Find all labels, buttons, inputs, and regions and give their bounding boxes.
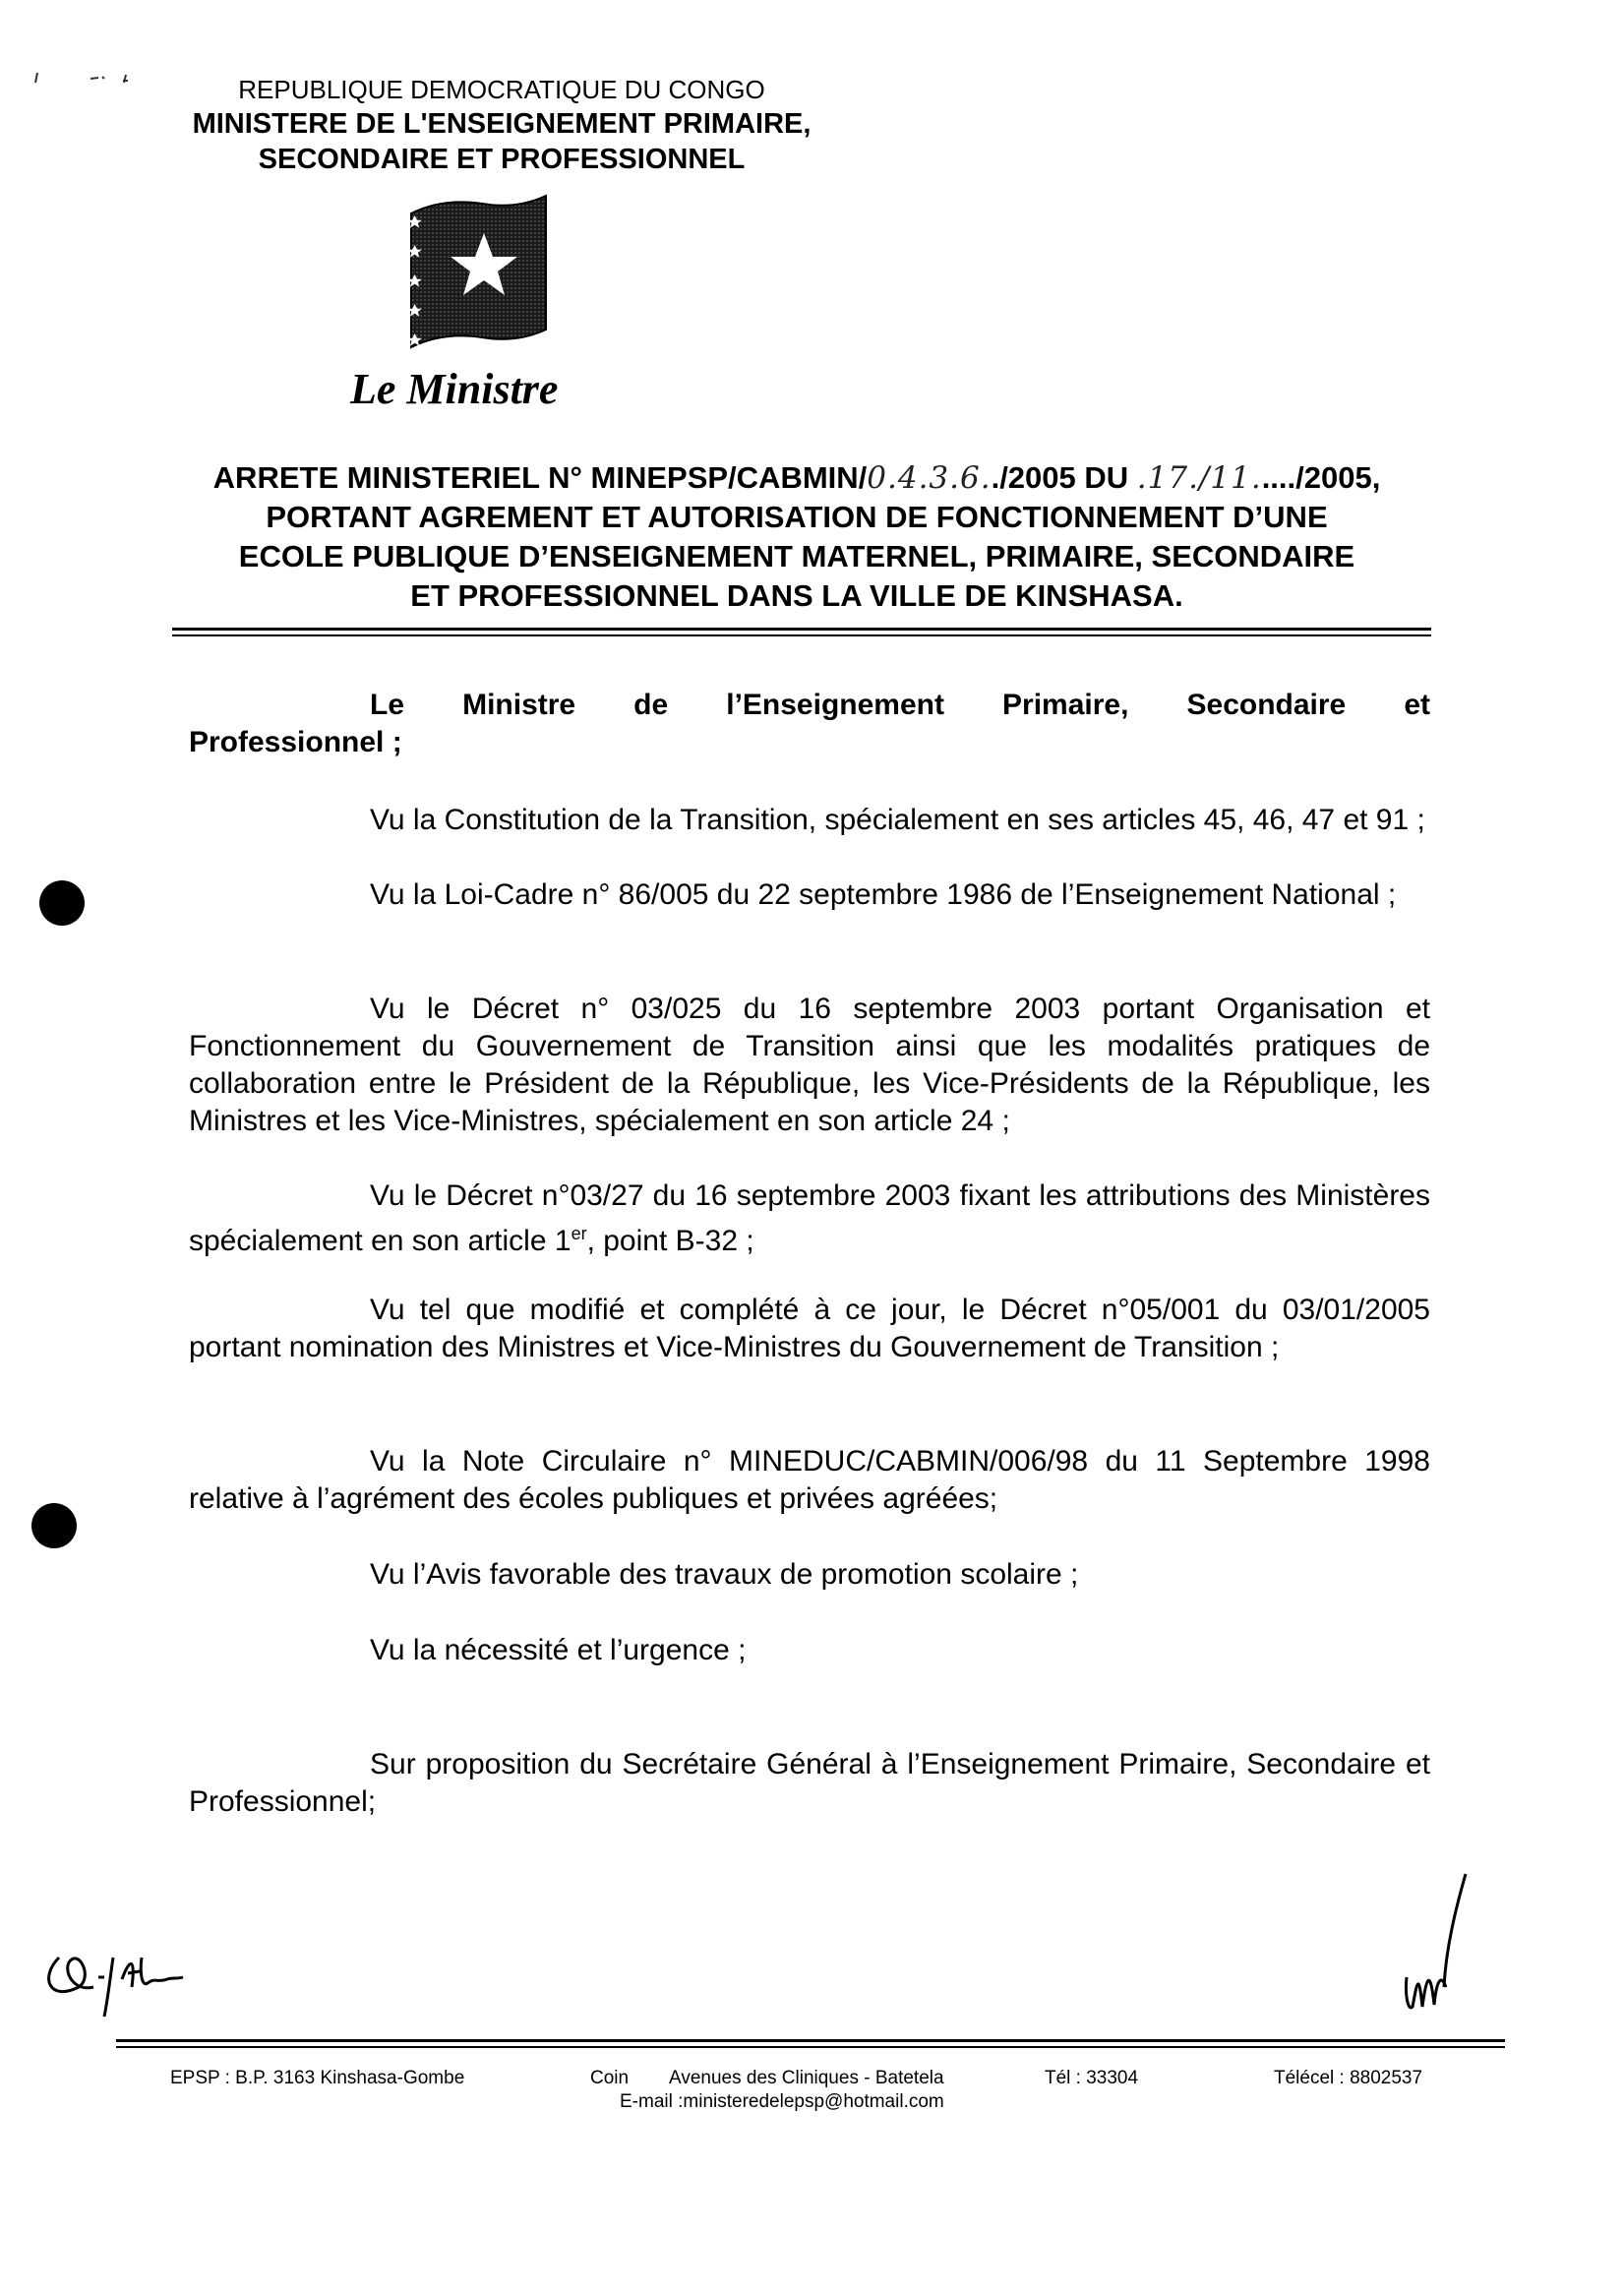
footer-telephone: Tél : 33304 xyxy=(1045,2068,1139,2088)
vu-necessite: Vu la nécessité et l’urgence ; xyxy=(370,1634,747,1666)
vu-decret-attributions-point: , point B-32 ; xyxy=(586,1225,754,1257)
decree-number-mid: ./2005 DU xyxy=(991,460,1137,495)
ministry-heading-line1: MINISTERE DE L'ENSEIGNEMENT PRIMAIRE, xyxy=(192,108,812,140)
footer-email: E-mail :ministeredelepsp@hotmail.com xyxy=(620,2091,944,2112)
decree-title-line2: PORTANT AGREMENT ET AUTORISATION DE FONCTIONNEMENT D’UNE xyxy=(266,500,1328,534)
vu-loi-cadre: Vu la Loi-Cadre n° 86/005 du 22 septembre 1986 de l’Enseignement National ; xyxy=(370,878,1397,911)
vu-decret-attributions xyxy=(189,1177,1430,1260)
preamble-intro-line2: Professionnel ; xyxy=(189,726,402,758)
signatory-title: Le Ministre xyxy=(350,365,559,413)
initials-signature-left xyxy=(20,1918,197,2026)
preamble-intro xyxy=(189,687,1430,761)
decree-date-suffix: ..../2005, xyxy=(1261,460,1381,495)
decree-number-handwritten: 0.4.3.6. xyxy=(867,460,992,496)
punch-hole-mark xyxy=(39,880,85,926)
footer-divider-thin xyxy=(116,2046,1505,2048)
decree-title-line1 xyxy=(157,458,1436,498)
footer-divider-thick xyxy=(116,2039,1505,2042)
punch-hole-mark xyxy=(31,1503,77,1548)
republic-heading: REPUBLIQUE DEMOCRATIQUE DU CONGO xyxy=(238,75,765,104)
preamble-intro-line1: Le Ministre de l’Enseignement Primaire, Secondaire et xyxy=(370,689,1430,721)
vu-decret-nomination: Vu tel que modifié et complété à ce jour, le Décret n°05/001 du 03/01/2005 portant nomination des Ministres et Vice-Ministres du Gouvernement de Transition ; xyxy=(189,1294,1430,1363)
sur-proposition: Sur proposition du Secrétaire Général à l’Enseignement Primaire, Secondaire et Professionnel; xyxy=(189,1748,1430,1818)
decree-number-prefix: ARRETE MINISTERIEL N° MINEPSP/CABMIN/ xyxy=(212,460,868,495)
superscript-er: er xyxy=(571,1224,587,1243)
vu-constitution: Vu la Constitution de la Transition, spécialement en ses articles 45, 46, 47 et 91 ; xyxy=(370,804,1425,836)
signature-right xyxy=(1387,1869,1495,2017)
vu-decret-organisation: Vu le Décret n° 03/025 du 16 septembre 2003 portant Organisation et Fonctionnement du Gouvernement de Transition ainsi que les modalités pratiques de collaboration entre le Président de la République, les Vice-Présidents de la République, les Ministres et les Vice-Ministres, spécialement en son article 24 ; xyxy=(189,993,1430,1137)
title-divider-thin xyxy=(172,634,1431,636)
vu-note-circulaire: Vu la Note Circulaire n° MINEDUC/CABMIN/006/98 du 11 Septembre 1998 relative à l’agrément des écoles publiques et privées agréées; xyxy=(189,1445,1430,1515)
vu-avis-favorable: Vu l’Avis favorable des travaux de promotion scolaire ; xyxy=(370,1558,1079,1591)
decree-title-line4: ET PROFESSIONNEL DANS LA VILLE DE KINSHASA. xyxy=(410,578,1183,613)
decree-title-line3: ECOLE PUBLIQUE D’ENSEIGNEMENT MATERNEL, PRIMAIRE, SECONDAIRE xyxy=(238,539,1355,573)
ministry-heading-line2: SECONDAIRE ET PROFESSIONNEL xyxy=(258,144,746,175)
title-divider-thick xyxy=(172,628,1431,631)
footer-postal-box: EPSP : B.P. 3163 Kinshasa-Gombe xyxy=(170,2068,465,2088)
decree-date-handwritten: .17./11. xyxy=(1136,460,1262,496)
flag-star-emblem-icon xyxy=(403,192,551,359)
footer-telecel: Télécel : 8802537 xyxy=(1274,2068,1423,2088)
footer-coin: Coin xyxy=(590,2068,630,2088)
footer-address: Avenues des Cliniques - Batetela xyxy=(669,2068,944,2088)
scan-artifact-marks xyxy=(30,69,148,89)
vu-decret-attributions-text: Vu le Décret n°03/27 du 16 septembre 2003 fixant les attributions des Ministères spécialement en son article 1 xyxy=(189,1179,1430,1257)
